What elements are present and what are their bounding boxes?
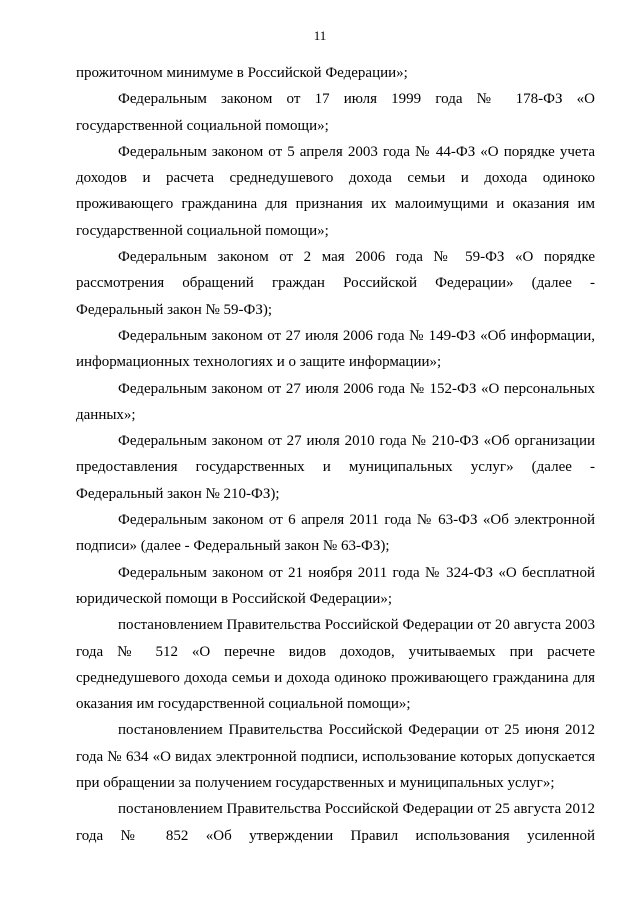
- paragraph-1: прожиточном минимуме в Российской Федерации»;: [76, 65, 408, 81]
- paragraph-2: Федеральным законом от 17 июля 1999 года № 178-ФЗ «О государственной социальной помощи»;: [76, 91, 595, 134]
- paragraph-7: Федеральным законом от 27 июля 2010 года № 210-ФЗ «Об организации предоставления государственных и муниципальных услуг» (далее - Федеральный закон № 210-ФЗ);: [76, 433, 595, 502]
- page-number: 11: [313, 28, 327, 43]
- paragraph-6: Федеральным законом от 27 июля 2006 года № 152-ФЗ «О персональных данных»;: [76, 380, 595, 423]
- paragraph-8: Федеральным законом от 6 апреля 2011 года № 63-ФЗ «Об электронной подписи» (далее - Федеральный закон № 63-ФЗ);: [76, 512, 595, 555]
- paragraph-4: Федеральным законом от 2 мая 2006 года № 59-ФЗ «О порядке рассмотрения обращений граждан Российской Федерации» (далее - Федеральный закон № 59-ФЗ);: [76, 249, 595, 318]
- document-body: [76, 60, 595, 849]
- paragraph-3: Федеральным законом от 5 апреля 2003 года № 44-ФЗ «О порядке учета доходов и расчета среднедушевого дохода семьи и дохода одиноко проживающего гражданина для признания их малоимущими и оказания им государственной социальной помощи»;: [76, 143, 595, 239]
- paragraph-10: постановлением Правительства Российской Федерации от 20 августа 2003 года № 512 «О перечне видов доходов, учитываемых при расчете среднедушевого дохода семьи и дохода одиноко проживающего гражданина для оказания им государственной социальной помощи»;: [76, 617, 595, 713]
- paragraph-12: постановлением Правительства Российской Федерации от 25 августа 2012 года № 852 «Об утверждении Правил использования усиленной: [76, 801, 595, 844]
- paragraph-11: постановлением Правительства Российской Федерации от 25 июня 2012 года № 634 «О видах электронной подписи, использование которых допускается при обращении за получением государственных и муниципальных услуг»;: [76, 722, 595, 792]
- paragraph-9: Федеральным законом от 21 ноября 2011 года № 324-ФЗ «О бесплатной юридической помощи в Российской Федерации»;: [76, 564, 595, 607]
- paragraph-5: Федеральным законом от 27 июля 2006 года № 149-ФЗ «Об информации, информационных технологиях и о защите информации»;: [76, 327, 595, 371]
